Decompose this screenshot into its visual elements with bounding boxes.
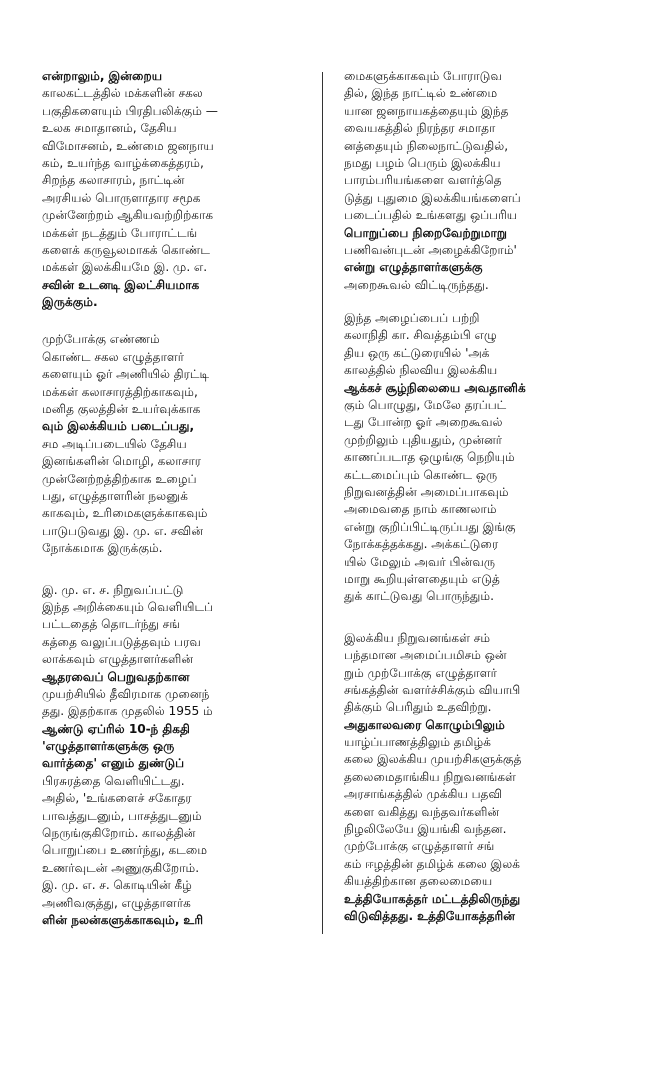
text-line: கலாநிதி கா. சிவத்தம்பி எழு — [344, 328, 497, 343]
text-line: யில் மேலும் அவர் பின்வரு — [344, 554, 496, 569]
text-line: கலை இலக்கிய முயற்சிகளுக்குத் — [344, 752, 522, 767]
text-line: கும் பொழுது, மேலே தரப்பட் — [344, 398, 507, 413]
text-line: தில், இந்த நாட்டில் உண்மை — [344, 86, 498, 101]
text-line: யான ஜனநாயகத்தையும் இந்த — [344, 103, 509, 118]
text-line: அரசாங்கத்தில் முக்கிய பதவி — [344, 787, 503, 802]
text-line: யாழ்ப்பாணத்திலும் தமிழ்க் — [344, 735, 491, 750]
text-line: மக்கள் நடத்தும் போராட்டங் — [42, 225, 198, 240]
text-line: மாறு கூறியுள்ளதையும் எடுத் — [344, 571, 500, 586]
text-line: அணிவகுத்து, எழுத்தாளர்க — [42, 895, 191, 910]
text-line: உணர்வுடன் அணுகுகிறோம். — [42, 860, 199, 875]
text-line: இ. மு. எ. ச. கொடியின் கீழ் — [42, 878, 192, 893]
text-line: ஆதரவைப் பெறுவதற்கான — [42, 669, 190, 684]
text-line: பாரம்பரியங்களை வளர்த்தெ — [344, 173, 502, 188]
text-line: விடுவித்தது. உத்தியோகத்தரின் — [344, 908, 515, 923]
text-line: கம் ஈழத்தின் தமிழ்க் கலை இலக் — [344, 856, 520, 871]
text-line: காலத்தில் நிலவிய இலக்கிய — [344, 363, 498, 378]
text-line: நோக்கமாக இருக்கும். — [42, 541, 163, 556]
text-line: பாவத்துடனும், பாசத்துடனும் — [42, 808, 202, 823]
text-line: படைப்பதில் உங்களது ஒப்பரிய — [344, 208, 518, 223]
text-line: பணிவன்புடன் அழைக்கிறோம்' — [344, 242, 517, 257]
text-line: மனித குலத்தின் உயர்வுக்காக — [42, 402, 201, 417]
text-line: நிறுவனத்தின் அமைப்பாகவும் — [344, 484, 509, 499]
text-line: மைகளுக்காகவும் போராடுவ — [344, 69, 502, 83]
paragraph-1 — [42, 68, 304, 311]
text-line: அறைகூவல் விட்டிருந்தது. — [344, 277, 489, 292]
text-line: இ. மு. எ. ச. நிறுவப்பட்டு — [42, 582, 184, 597]
text-line: அதில், 'உங்களைச் சகோதர — [42, 791, 192, 806]
text-line: முன்னேற்றம் ஆகியவற்றிற்காக — [42, 208, 214, 223]
text-line: என்று எழுத்தாளர்களுக்கு — [344, 260, 483, 275]
text-line: கத்தை வலுப்படுத்தவும் பரவ — [42, 634, 201, 649]
paragraph-4 — [344, 68, 612, 294]
left-column — [42, 68, 304, 929]
paragraph-3 — [42, 582, 304, 930]
text-line: முற்றிலும் புதியதும், முன்னர் — [344, 432, 503, 447]
text-line: காலகட்டத்தில் மக்களின் சகல — [42, 86, 203, 101]
text-line: களையும் ஓர் அணியில் திரட்டி — [42, 367, 210, 382]
text-line: கட்டமைப்பும் கொண்ட ஒரு — [344, 467, 498, 482]
text-line: களைக் கருவூலமாகக் கொண்ட — [42, 242, 210, 257]
text-line: முற்போக்கு எழுத்தாளர் சங் — [344, 839, 495, 854]
text-line: ஆக்கச் சூழ்நிலையை அவதானிக் — [344, 380, 526, 395]
text-line: இந்த அழைப்பைப் பற்றி — [344, 311, 480, 326]
text-line: உலக சமாதானம், தேசிய — [42, 121, 177, 136]
text-line: ளின் நலன்களுக்காகவும், உரி — [42, 912, 204, 927]
text-line: டுத்து புதுமை இலக்கியங்களைப் — [344, 190, 521, 205]
text-line: வார்த்தை' எனும் துண்டுப் — [42, 756, 185, 771]
text-line: முன்னேற்றத்திற்காக உழைப் — [42, 471, 197, 486]
text-line: பொறுப்பை உணர்ந்து, கடமை — [42, 843, 208, 858]
text-line: அமைவதை நாம் காணலாம் — [344, 502, 497, 517]
text-line: என்றாலும், இன்றைய — [42, 69, 163, 83]
text-line: காகவும், உரிமைகளுக்காகவும் — [42, 506, 208, 521]
text-line: ஆண்டு ஏப்ரில் 10-ந் திகதி — [42, 721, 190, 736]
paragraph-2 — [42, 331, 304, 557]
text-line: சங்கத்தின் வளர்ச்சிக்கும் வியாபி — [344, 682, 521, 697]
text-line: பகுதிகளையும் பிரதிபலிக்கும் — — [42, 103, 218, 118]
text-line: இருக்கும். — [42, 295, 98, 310]
text-line: கியத்திற்கான தலைமையை — [344, 874, 493, 889]
column-divider — [322, 72, 323, 934]
text-line: னத்தையும் நிலைநாட்டுவதில், — [344, 138, 509, 153]
text-line: பட்டதைத் தொடர்ந்து சங் — [42, 617, 180, 632]
paragraph-5 — [344, 310, 612, 606]
text-line: களை வகித்து வந்தவர்களின் — [344, 804, 500, 819]
text-line: பிரசுரத்தை வெளியிட்டது. — [42, 773, 185, 788]
text-line: லாக்கவும் எழுத்தாளர்களின் — [42, 652, 194, 667]
text-line: பது, எழுத்தாளரின் நலனுக் — [42, 488, 188, 503]
text-line: நெருங்குகிறோம். காலத்தின் — [42, 826, 196, 841]
text-line: இலக்கிய நிறுவனங்கள் சம் — [344, 630, 491, 645]
text-line: உத்தியோகத்தர் மட்டத்திலிருந்து — [344, 891, 521, 906]
text-line: இந்த அறிக்கையும் வெளியிடப் — [42, 599, 214, 614]
text-line: அரசியல் பொருளாதார சமூக — [42, 190, 201, 205]
text-line: பொறுப்பை நிறைவேற்றுமாறு — [344, 225, 507, 240]
text-line: கொண்ட சகல எழுத்தாளர் — [42, 349, 185, 364]
text-line: திய ஒரு கட்டுரையில் 'அக் — [344, 345, 490, 360]
text-line: சவின் உடனடி இலட்சியமாக — [42, 277, 200, 292]
text-line: முற்போக்கு எண்ணம் — [42, 332, 160, 347]
text-line: என்று குறிப்பிட்டிருப்பது இங்கு — [344, 519, 516, 534]
text-line: தது. இதற்காக முதலில் 1955 ம் — [42, 704, 213, 719]
text-line: திக்கும் பெரிதும் உதவிற்று. — [344, 700, 492, 715]
text-line: துக் காட்டுவது பொருந்தும். — [344, 589, 494, 604]
text-line: சம அடிப்படையில் தேசிய — [42, 436, 187, 451]
text-line: மக்கள் இலக்கியமே இ. மு. எ. — [42, 260, 208, 275]
text-line: நமது பழம் பெரும் இலக்கிய — [344, 155, 501, 170]
paragraph-6 — [344, 630, 612, 926]
text-line: காணப்படாத ஒழுங்கு நெறியும் — [344, 450, 515, 465]
text-line: தலைமைதாங்கிய நிறுவனங்கள் — [344, 769, 516, 784]
text-line: பந்தமான அமைப்பமிசம் ஒன் — [344, 648, 507, 663]
text-line: டது போன்ற ஓர் அறைகூவல் — [344, 415, 503, 430]
text-line: சிறந்த கலாசாரம், நாட்டின் — [42, 173, 185, 188]
text-line: விமோசனம், உண்மை ஜனநாய — [42, 138, 214, 153]
text-line: அதுகாலவரை கொழும்பிலும் — [344, 717, 505, 732]
text-line: றும் முற்போக்கு எழுத்தாளர் — [344, 665, 497, 680]
text-line: நோக்கத்தக்கது. அக்கட்டுரை — [344, 537, 499, 552]
text-line: மக்கள் கலாசாரத்திற்காகவும், — [42, 384, 198, 399]
text-line: கம், உயர்ந்த வாழ்க்கைத்தரம், — [42, 155, 204, 170]
right-column — [344, 68, 612, 925]
text-line: நிழலிலேயே இயங்கி வந்தன. — [344, 822, 507, 837]
text-line: வையகத்தில் நிரந்தர சமாதா — [344, 121, 496, 136]
text-line: பாடுபடுவது இ. மு. எ. சவின் — [42, 523, 204, 538]
text-line: இனங்களின் மொழி, கலாசார — [42, 454, 201, 469]
text-line: வும் இலக்கியம் படைப்பது, — [42, 419, 195, 434]
text-line: முயற்சியில் தீவிரமாக முனைந் — [42, 686, 210, 701]
text-line: 'எழுத்தாளர்களுக்கு ஒரு — [42, 739, 175, 754]
